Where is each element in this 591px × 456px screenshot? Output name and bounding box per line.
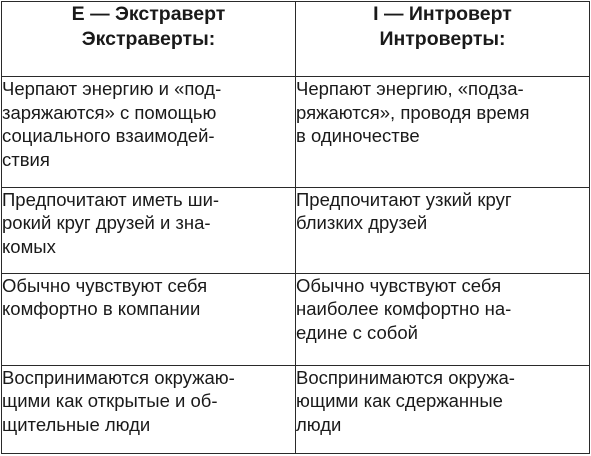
table-row [2,77,590,188]
cell-extravert-friends [2,187,296,273]
cell-line: Предпочитают узкий круг [296,188,512,210]
cell-line: Воспринимаются окружа- [296,366,515,388]
cell-line: близких друзей [296,212,428,234]
table-row [2,273,590,365]
extravert-introvert-table [1,1,590,454]
header-introvert [296,2,590,77]
cell-line: комых [2,235,56,257]
cell-line: ряжаются», проводя время [296,101,530,123]
cell-line: ющими как сдержанные [296,390,503,412]
table-row [2,187,590,273]
cell-line: заряжаются» с помощью [2,101,217,123]
cell-extravert-perception [2,365,296,453]
cell-line: Предпочитают иметь ши- [2,188,220,210]
table-row [2,365,590,453]
cell-introvert-perception [296,365,590,453]
cell-line: комфортно в компании [2,298,201,320]
cell-line: едине с собой [296,321,419,343]
header-extravert-title: E — Экстраверт [71,3,226,25]
cell-line: Черпают энергию и «под- [2,78,222,99]
cell-line: рокий круг друзей и зна- [2,212,211,234]
cell-extravert-comfort [2,273,296,365]
header-introvert-title: I — Интроверт [373,3,512,25]
cell-line: в одиночестве [296,125,420,146]
cell-line: Черпают энергию, «подза- [296,78,524,99]
header-extravert [2,2,296,77]
cell-line: Обычно чувствуют себя [296,274,502,296]
cell-introvert-comfort [296,273,590,365]
cell-extravert-energy [2,77,296,188]
cell-line: социального взаимодей- [2,125,215,146]
cell-line: щими как открытые и об- [2,390,218,412]
cell-introvert-friends [296,187,590,273]
cell-line: Обычно чувствуют себя [2,274,208,296]
cell-line: люди [296,413,342,435]
cell-line: ствия [2,148,50,170]
cell-line: наиболее комфортно на- [296,298,512,320]
cell-line: Воспринимаются окружаю- [2,366,235,388]
cell-line: щительные люди [2,413,151,435]
cell-introvert-energy [296,77,590,188]
header-extravert-subtitle: Экстраверты: [81,28,216,50]
header-introvert-subtitle: Интроверты: [379,28,506,50]
header-row [2,2,590,77]
